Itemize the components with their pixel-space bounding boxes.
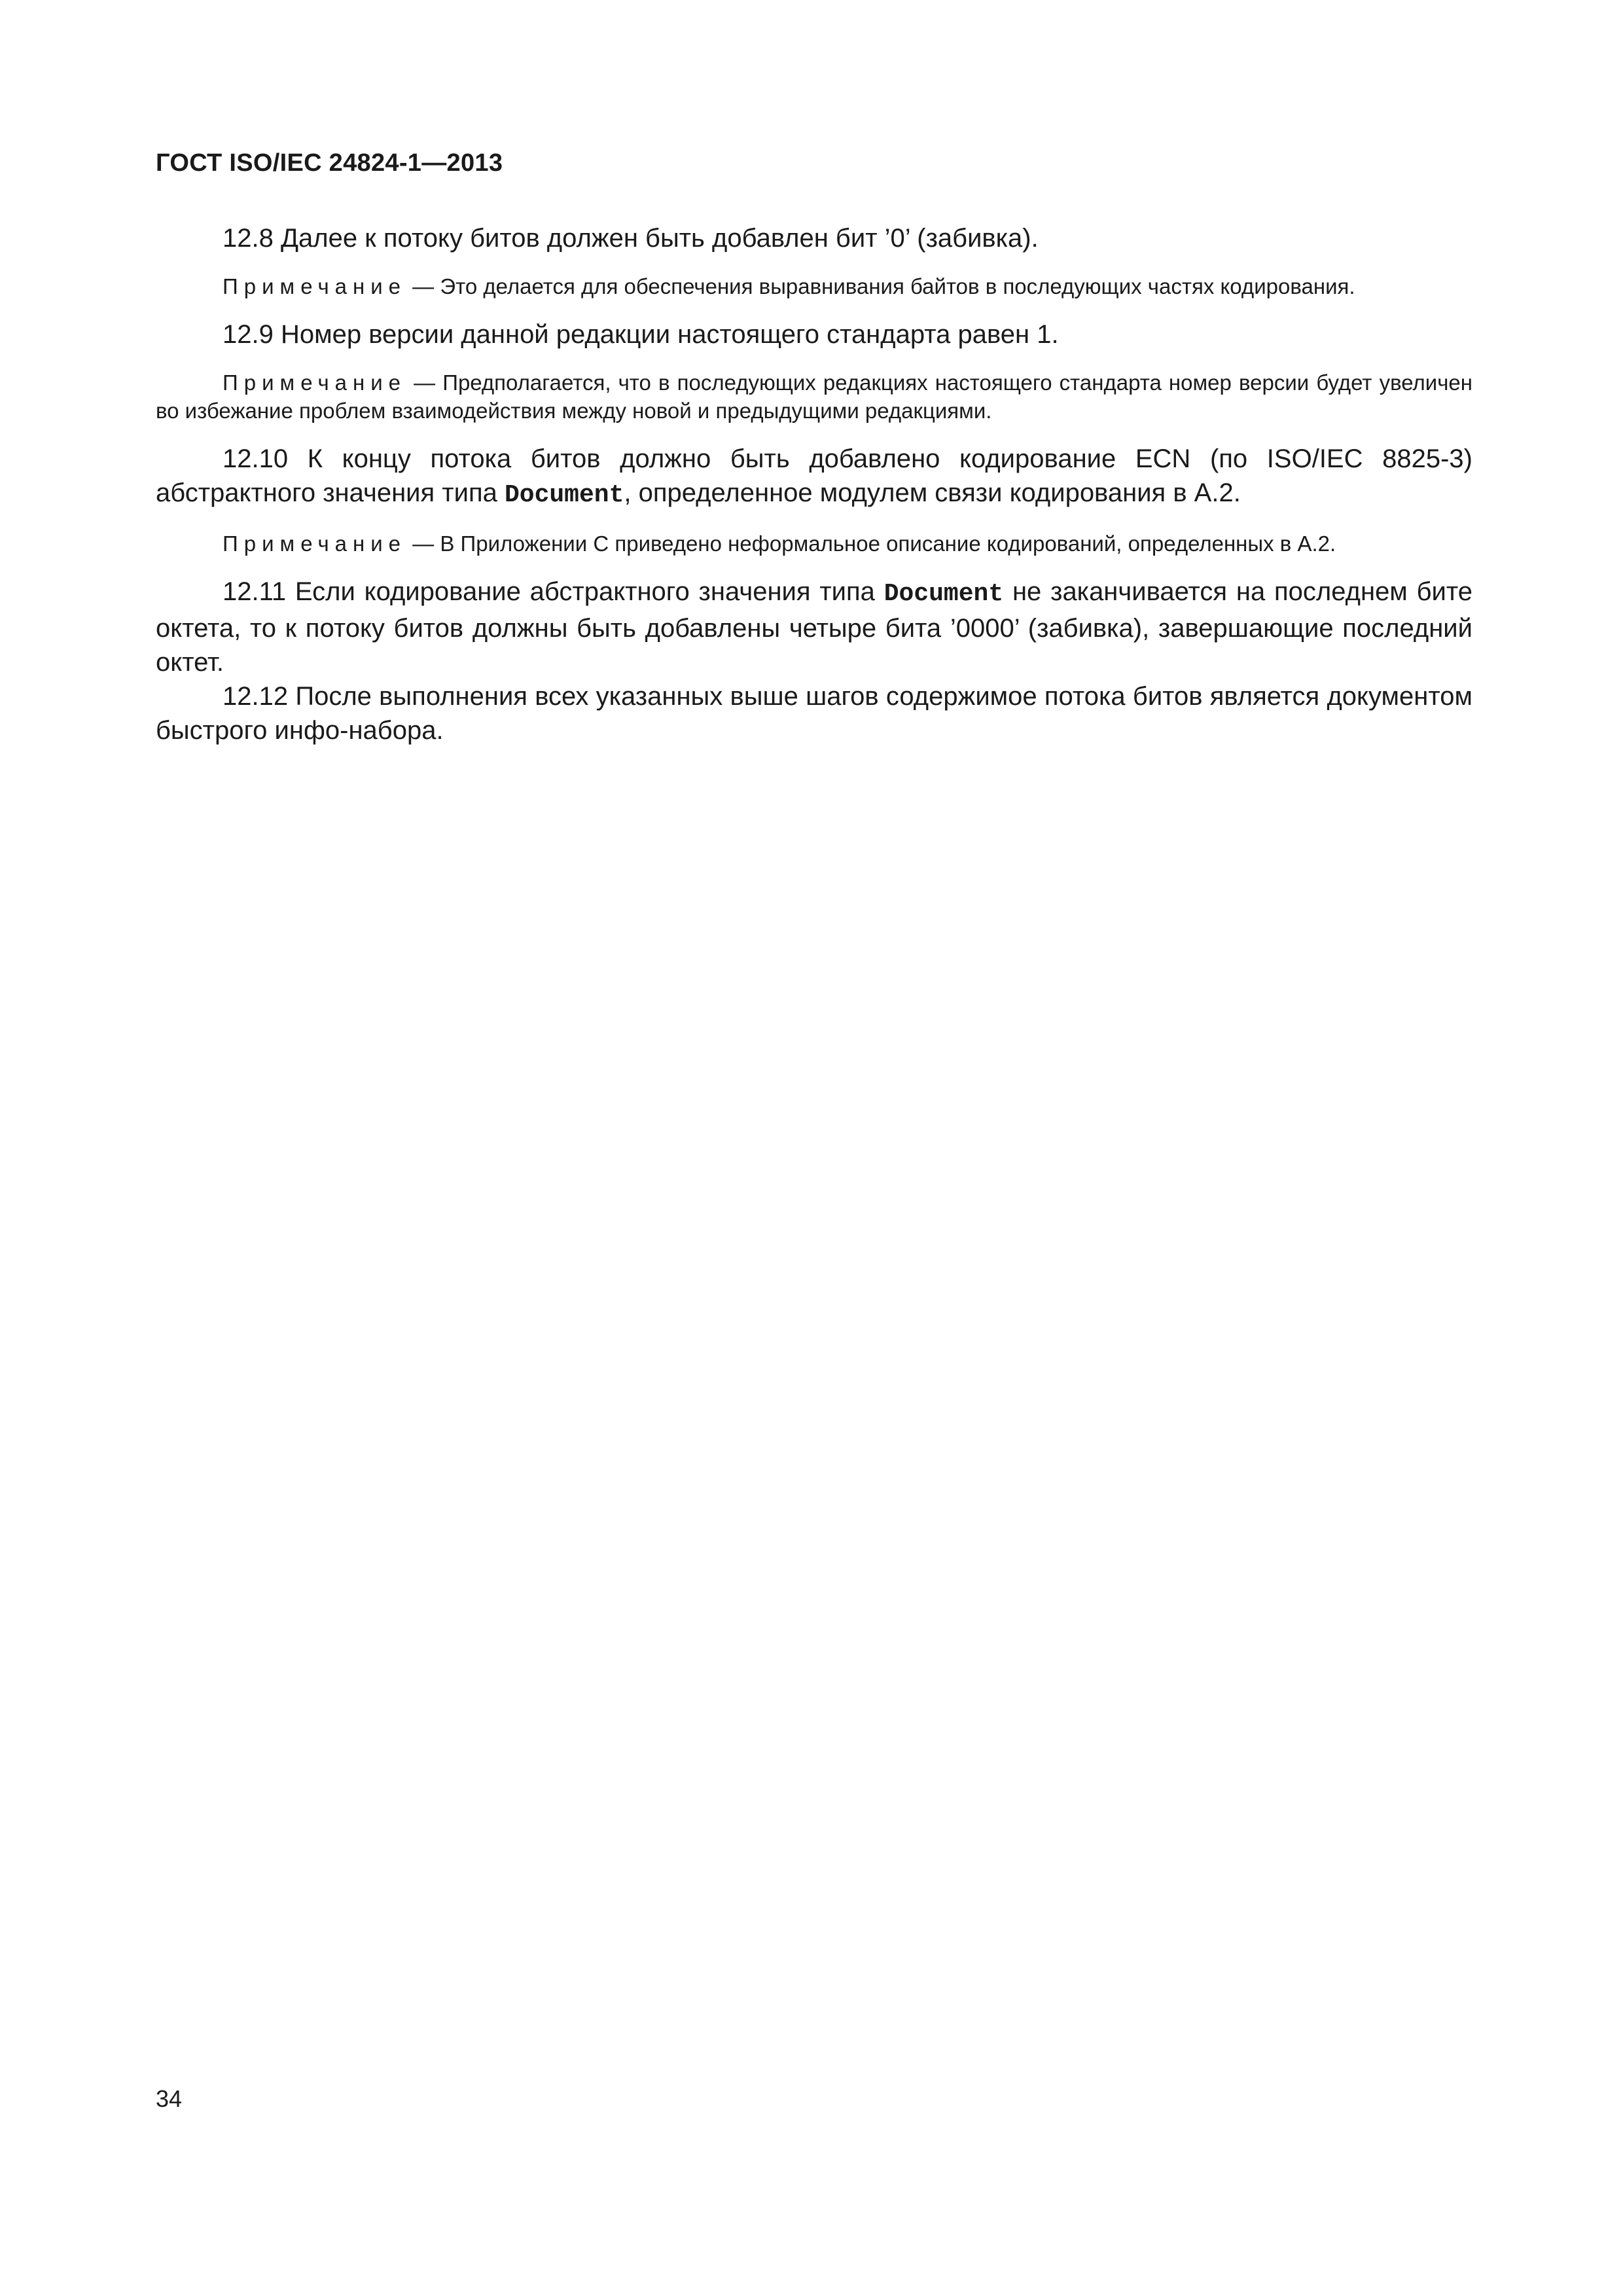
paragraph-text: 12.11 Если кодирование абстрактного значения типа [223,577,884,606]
paragraph-text: 12.10 К концу потока битов должно быть добавлено кодирование ECN (по ISO/IEC 8825-3) абстрактного значения типа [156,444,1472,507]
code-term-document: Document [883,580,1004,608]
note-text: В Приложении С приведено неформальное описание кодирований, определенных в А.2. [440,531,1336,556]
note-3 [156,529,1472,558]
paragraph-text: не заканчивается на последнем бите октета, то к потоку битов должны быть добавлены четыре бита ’0000’ (забивка), завершающие последний октет. [156,577,1472,677]
page-number: 34 [156,2085,183,2112]
paragraph-12-8: 12.8 Далее к потоку битов должен быть добавлен бит ’0’ (забивка). [223,224,1039,253]
note-label: Примечание [223,274,407,298]
note-label: Примечание [223,531,407,556]
note-label: Примечание [223,370,407,395]
paragraph-12-10 [156,442,1472,512]
note-2 [156,368,1472,425]
note-dash: — [406,531,440,556]
paragraph-12-12: 12.12 После выполнения всех указанных выше шагов содержимое потока битов является документом быстрого инфо-набора. [156,682,1472,745]
note-text: Это делается для обеспечения выравнивания байтов в последующих частях кодирования. [440,274,1355,298]
note-dash: — [406,274,440,298]
code-term-document: Document [504,481,624,509]
paragraph-12-11 [156,575,1472,679]
paragraph-text: , определенное модулем связи кодирования в А.2. [624,478,1241,507]
note-text: Предполагается, что в последующих редакциях настоящего стандарта номер версии будет увеличен во избежание проблем взаимодействия между новой и предыдущими редакциями. [156,370,1472,423]
page-header-standard-id: ГОСТ ISO/IEC 24824-1—2013 [156,149,503,177]
document-body [156,221,1472,747]
paragraph-12-9: 12.9 Номер версии данной редакции настоящего стандарта равен 1. [223,320,1059,349]
note-1 [156,272,1472,300]
note-dash: — [406,370,443,395]
